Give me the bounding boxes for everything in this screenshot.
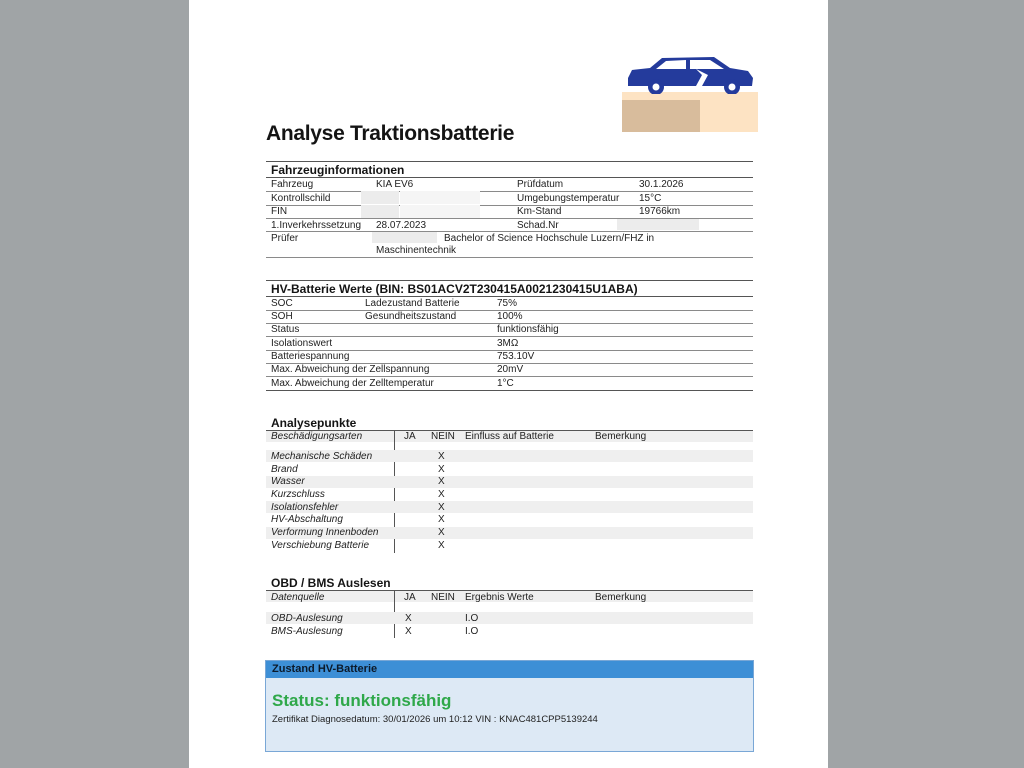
divider: [266, 257, 753, 258]
redacted-area: [617, 219, 699, 230]
analysis-header-yes: JA: [404, 431, 416, 442]
analysis-row-label: Mechanische Schäden: [271, 451, 373, 462]
hv-row-value: 753.10V: [497, 351, 535, 362]
analysis-row-label: Isolationsfehler: [271, 502, 339, 513]
mileage-value: 19766km: [639, 206, 681, 217]
test-date-label: Prüfdatum: [517, 179, 564, 190]
hv-values-heading: HV-Batterie Werte (BIN: BS01ACV2T230415A0021230415U1ABA): [271, 282, 638, 296]
divider: [266, 161, 753, 162]
battery-status: Status: funktionsfähig: [272, 691, 452, 710]
analysis-header-no: NEIN: [431, 431, 455, 442]
page-title: Analyse Traktionsbatterie: [266, 122, 515, 145]
vin-label: FIN: [271, 206, 288, 217]
vehicle-value: KIA EV6: [376, 179, 414, 190]
ambient-temp-value: 15°C: [639, 193, 662, 204]
battery-condition-heading: Zustand HV-Batterie: [272, 663, 378, 675]
vehicle-info-heading: Fahrzeuginformationen: [271, 163, 405, 177]
license-plate-label: Kontrollschild: [271, 193, 331, 204]
hv-row-label: Batteriespannung: [271, 351, 350, 362]
registration-value: 28.07.2023: [376, 220, 427, 231]
obd-row-result: I.O: [465, 626, 479, 637]
divider: [266, 280, 753, 281]
inspector-label: Prüfer: [271, 233, 299, 244]
mileage-label: Km-Stand: [517, 206, 562, 217]
logo-background-accent: [622, 100, 700, 132]
hv-row-value: 1°C: [497, 378, 514, 389]
redacted-area: [400, 191, 480, 204]
analysis-row-no: X: [438, 527, 445, 538]
hv-row-value: 20mV: [497, 364, 524, 375]
hv-row-desc: Gesundheitszustand: [365, 311, 457, 322]
obd-row-label: OBD-Auslesung: [271, 613, 343, 624]
obd-row-label: BMS-Auslesung: [271, 626, 343, 637]
divider: [266, 296, 753, 297]
inspector-qualification-line1: Bachelor of Science Hochschule Luzern/FHZ in: [444, 233, 655, 244]
obd-header-remark: Bemerkung: [595, 592, 647, 603]
hv-row-label: Isolationswert: [271, 338, 333, 349]
analysis-row-label: Wasser: [271, 476, 305, 487]
certificate-line: Zertifikat Diagnosedatum: 30/01/2026 um 10:12 VIN : KNAC481CPP5139244: [272, 714, 598, 725]
row-band: [266, 476, 753, 488]
analysis-row-no: X: [438, 502, 445, 513]
hv-row-value: 75%: [497, 298, 518, 309]
document-page: [189, 0, 828, 768]
analysis-row-no: X: [438, 476, 445, 487]
battery-condition-header: [266, 661, 753, 678]
analysis-row-label: HV-Abschaltung: [271, 514, 343, 525]
hv-row-label: Status: [271, 324, 300, 335]
analysis-header-damage-types: Beschädigungsarten: [271, 431, 363, 442]
hv-row-label: Max. Abweichung der Zelltemperatur: [271, 378, 434, 389]
hv-row-value: 3MΩ: [497, 338, 519, 349]
obd-header-yes: JA: [404, 592, 416, 603]
divider: [266, 390, 753, 391]
hv-row-label: Max. Abweichung der Zellspannung: [271, 364, 430, 375]
hv-row-label: SOC: [271, 298, 293, 309]
analysis-heading: Analysepunkte: [271, 416, 357, 430]
damage-number-label: Schad.Nr: [517, 220, 559, 231]
analysis-row-no: X: [438, 464, 445, 475]
divider: [266, 231, 753, 232]
ambient-temp-label: Umgebungstemperatur: [517, 193, 620, 204]
obd-row-result: I.O: [465, 613, 479, 624]
divider: [266, 191, 753, 192]
analysis-row-label: Kurzschluss: [271, 489, 325, 500]
analysis-row-label: Verschiebung Batterie: [271, 540, 370, 551]
analysis-row-no: X: [438, 451, 445, 462]
analysis-row-no: X: [438, 489, 445, 500]
obd-row-yes: X: [405, 613, 412, 624]
obd-header-no: NEIN: [431, 592, 455, 603]
row-band: [266, 501, 753, 513]
test-date-value: 30.1.2026: [639, 179, 684, 190]
analysis-header-impact: Einfluss auf Batterie: [465, 431, 554, 442]
analysis-row-no: X: [438, 514, 445, 525]
hv-row-desc: Ladezustand Batterie: [365, 298, 460, 309]
analysis-row-label: Brand: [271, 464, 298, 475]
hv-row-label: SOH: [271, 311, 293, 322]
analysis-header-remark: Bemerkung: [595, 431, 647, 442]
divider: [266, 336, 753, 337]
redacted-area: [361, 205, 399, 218]
hv-row-value: funktionsfähig: [497, 324, 559, 335]
battery-condition-box: [265, 660, 754, 752]
inspector-qualification-line2: Maschinentechnik: [376, 245, 457, 256]
obd-header-result: Ergebnis Werte: [465, 592, 534, 603]
obd-heading: OBD / BMS Auslesen: [271, 576, 391, 590]
redacted-area: [372, 232, 437, 243]
obd-row-yes: X: [405, 626, 412, 637]
redacted-area: [361, 191, 399, 204]
analysis-row-no: X: [438, 540, 445, 551]
registration-label: 1.Inverkehrssetzung: [271, 220, 362, 231]
divider: [266, 177, 753, 178]
redacted-area: [400, 205, 480, 218]
hv-row-value: 100%: [497, 311, 523, 322]
vehicle-label: Fahrzeug: [271, 179, 314, 190]
analysis-row-label: Verformung Innenboden: [271, 527, 379, 538]
divider: [266, 376, 753, 377]
car-icon: [626, 52, 754, 94]
obd-header-source: Datenquelle: [271, 592, 325, 603]
